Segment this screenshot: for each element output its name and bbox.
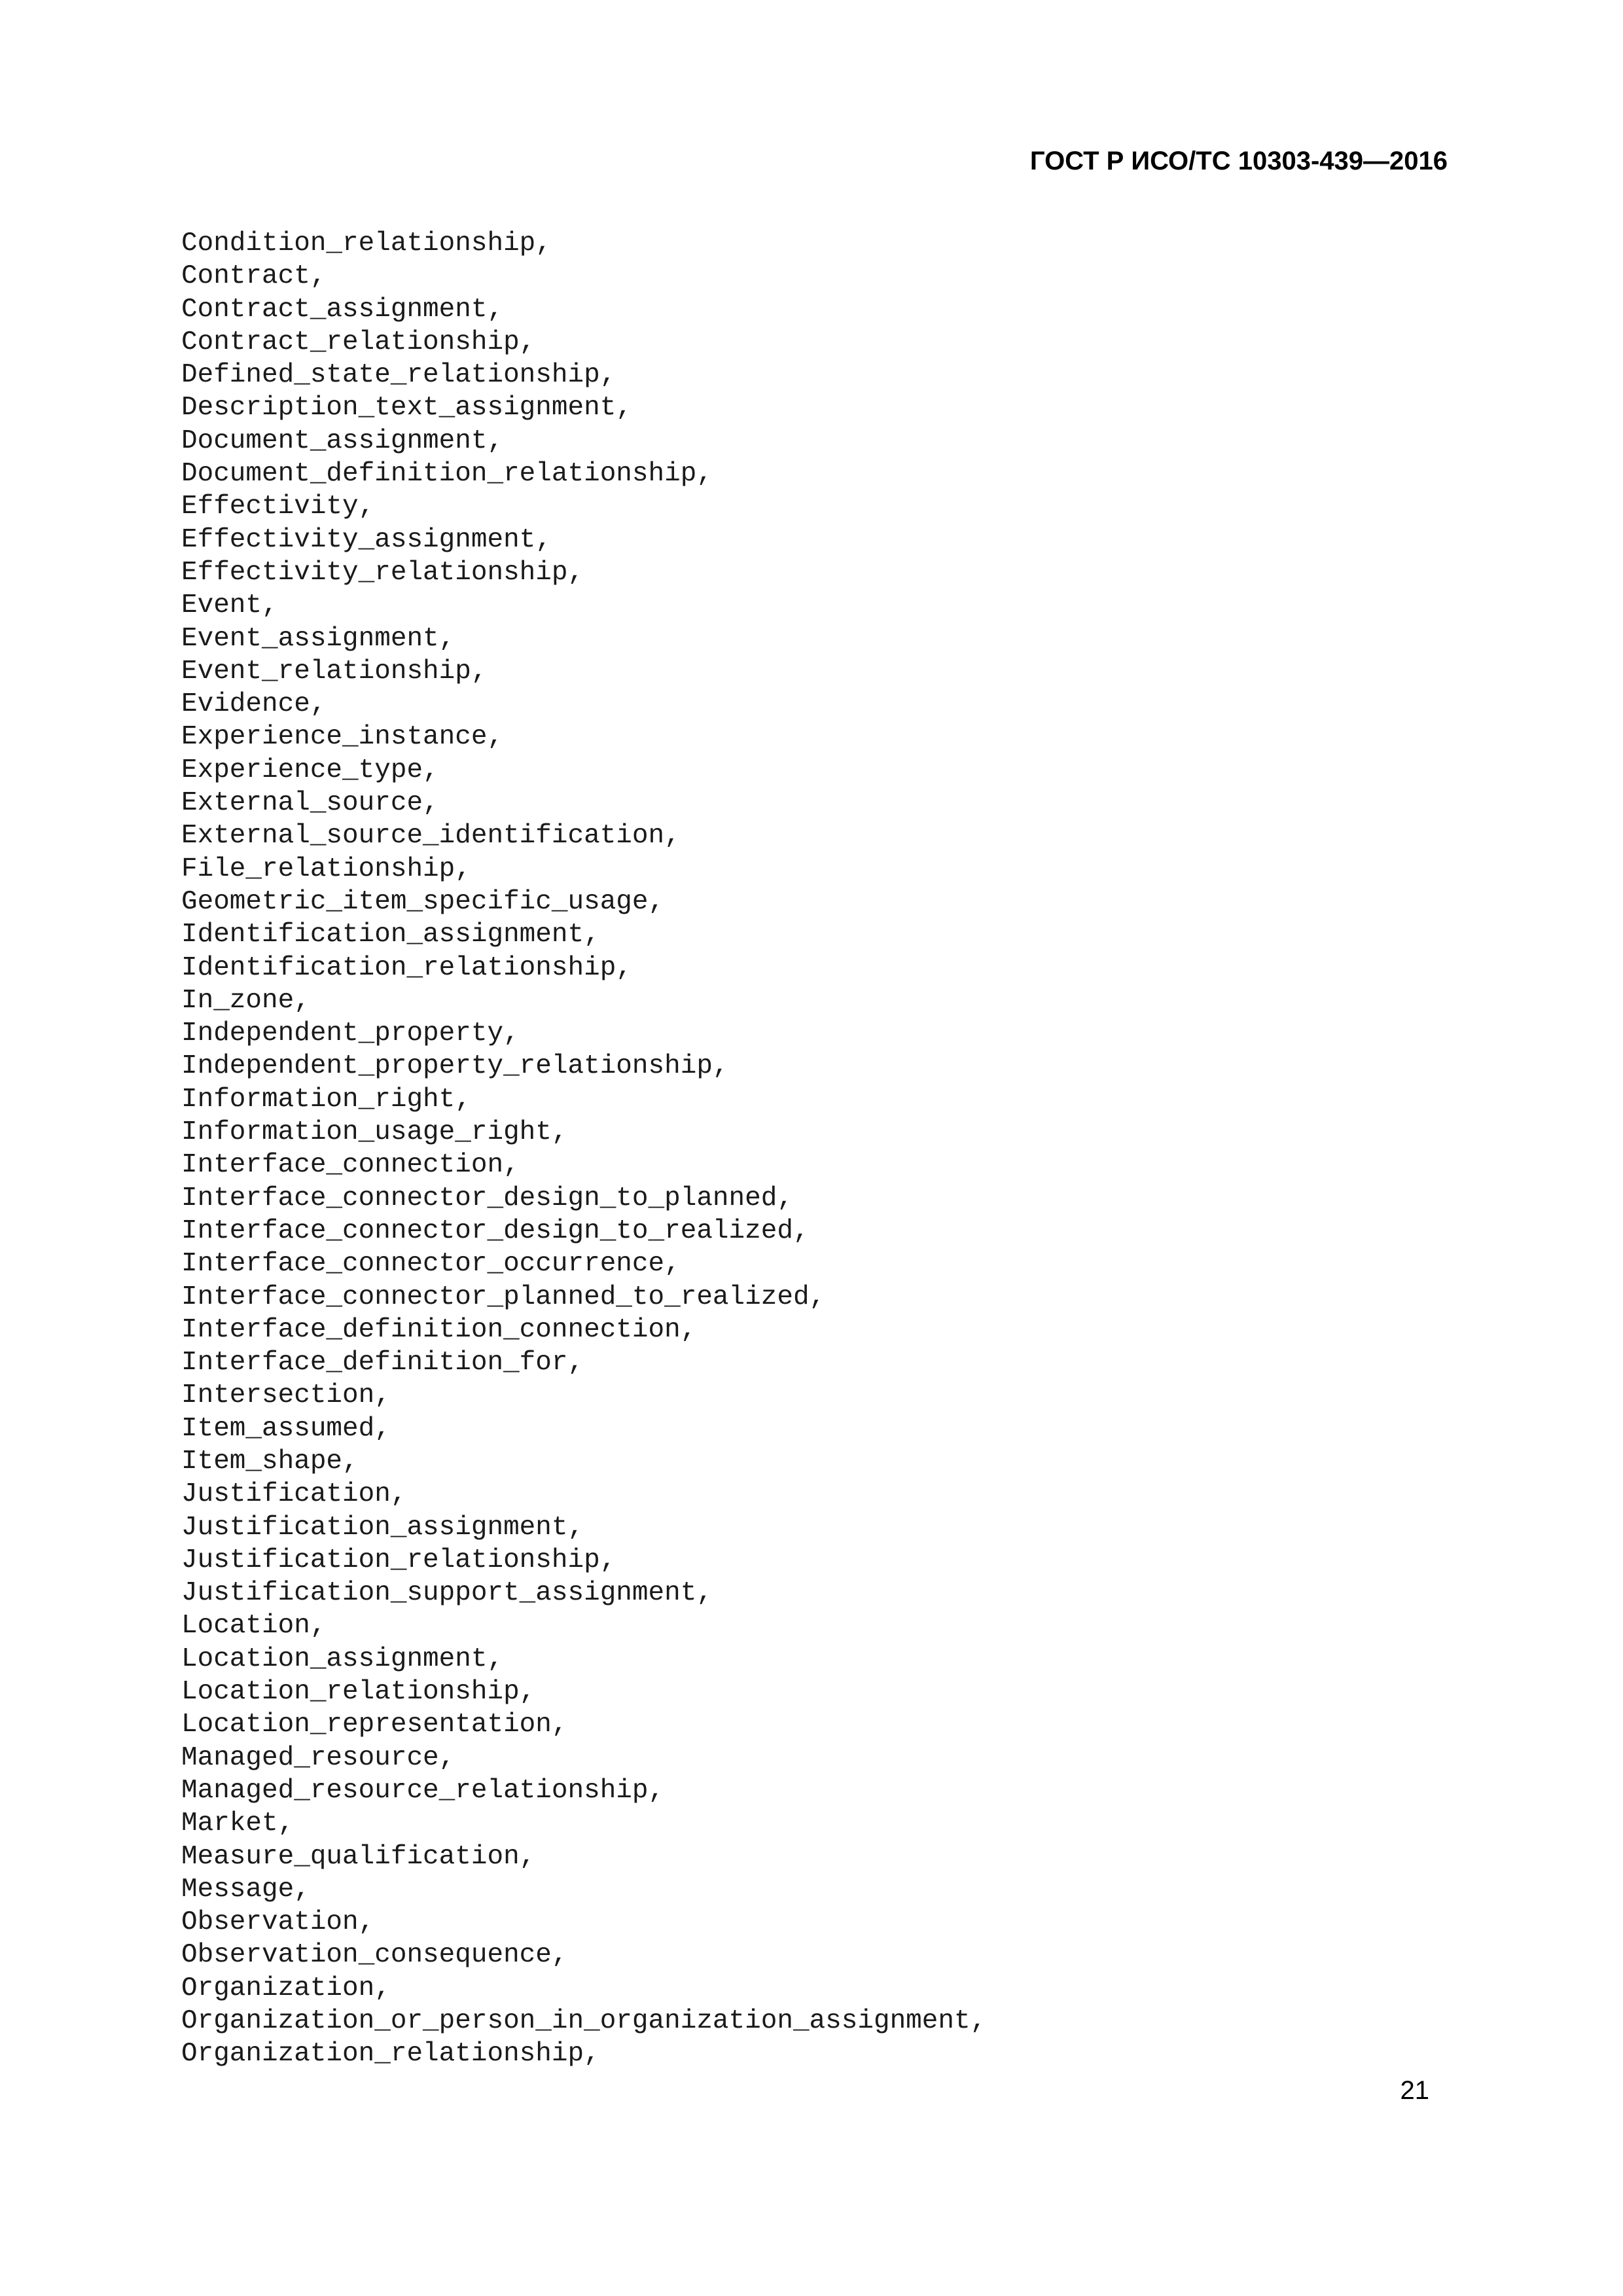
list-item: Managed_resource, [181,1742,455,1773]
list-item: Observation, [181,1907,375,1938]
list-item: Managed_resource_relationship, [181,1775,665,1806]
list-item: Contract, [181,261,327,292]
list-item: Contract_assignment, [181,294,504,325]
entity-list [181,227,986,2071]
list-item: External_source, [181,788,439,819]
list-item: Interface_connection, [181,1150,520,1181]
list-item: Interface_connector_design_to_realized, [181,1215,810,1246]
page-number: 21 [1400,2076,1429,2105]
list-item: Event_relationship, [181,656,488,687]
list-item: Experience_type, [181,755,439,785]
list-item: Information_right, [181,1084,471,1115]
list-item: Measure_qualification, [181,1841,536,1872]
list-item: Event, [181,590,278,621]
list-item: Experience_instance, [181,722,504,753]
list-item: File_relationship, [181,853,471,884]
list-item: Organization_relationship, [181,2039,600,2070]
list-item: Condition_relationship, [181,228,552,259]
list-item: Effectivity, [181,492,375,522]
list-item: Interface_definition_connection, [181,1314,697,1345]
list-item: Contract_relationship, [181,327,536,357]
list-item: External_source_identification, [181,821,681,852]
list-item: Event_assignment, [181,623,455,654]
list-item: Effectivity_relationship, [181,557,584,588]
list-item: Organization_or_person_in_organization_assignment, [181,2006,987,2037]
list-item: Interface_definition_for, [181,1348,584,1378]
list-item: Intersection, [181,1380,391,1411]
list-item: Organization, [181,1973,391,2003]
list-item: Location_assignment, [181,1643,504,1674]
list-item: Interface_connector_planned_to_realized, [181,1282,826,1312]
list-item: Effectivity_assignment, [181,524,552,555]
list-item: Location, [181,1611,327,1641]
list-item: Justification_assignment, [181,1512,584,1543]
list-item: Justification, [181,1479,407,1510]
list-item: Interface_connector_design_to_planned, [181,1183,793,1213]
list-item: Information_usage_right, [181,1117,568,1148]
list-item: Item_assumed, [181,1413,391,1444]
list-item: Location_representation, [181,1710,568,1740]
list-item: Document_assignment, [181,425,504,456]
list-item: Interface_connector_occurrence, [181,1249,681,1280]
list-item: Evidence, [181,689,327,720]
list-item: Market, [181,1808,294,1839]
list-item: Identification_assignment, [181,920,600,950]
list-item: In_zone, [181,985,310,1016]
page-header: ГОСТ Р ИСО/ТС 10303-439—2016 [1029,147,1448,175]
list-item: Observation_consequence, [181,1940,568,1971]
list-item: Geometric_item_specific_usage, [181,886,665,917]
list-item: Justification_relationship, [181,1545,616,1575]
list-item: Defined_state_relationship, [181,360,616,391]
list-item: Justification_support_assignment, [181,1578,713,1609]
list-item: Message, [181,1874,310,1905]
list-item: Document_definition_relationship, [181,459,713,490]
list-item: Identification_relationship, [181,952,632,983]
list-item: Description_text_assignment, [181,393,632,423]
list-item: Location_relationship, [181,1677,536,1708]
list-item: Item_shape, [181,1446,359,1477]
list-item: Independent_property, [181,1018,520,1049]
list-item: Independent_property_relationship, [181,1051,729,1082]
